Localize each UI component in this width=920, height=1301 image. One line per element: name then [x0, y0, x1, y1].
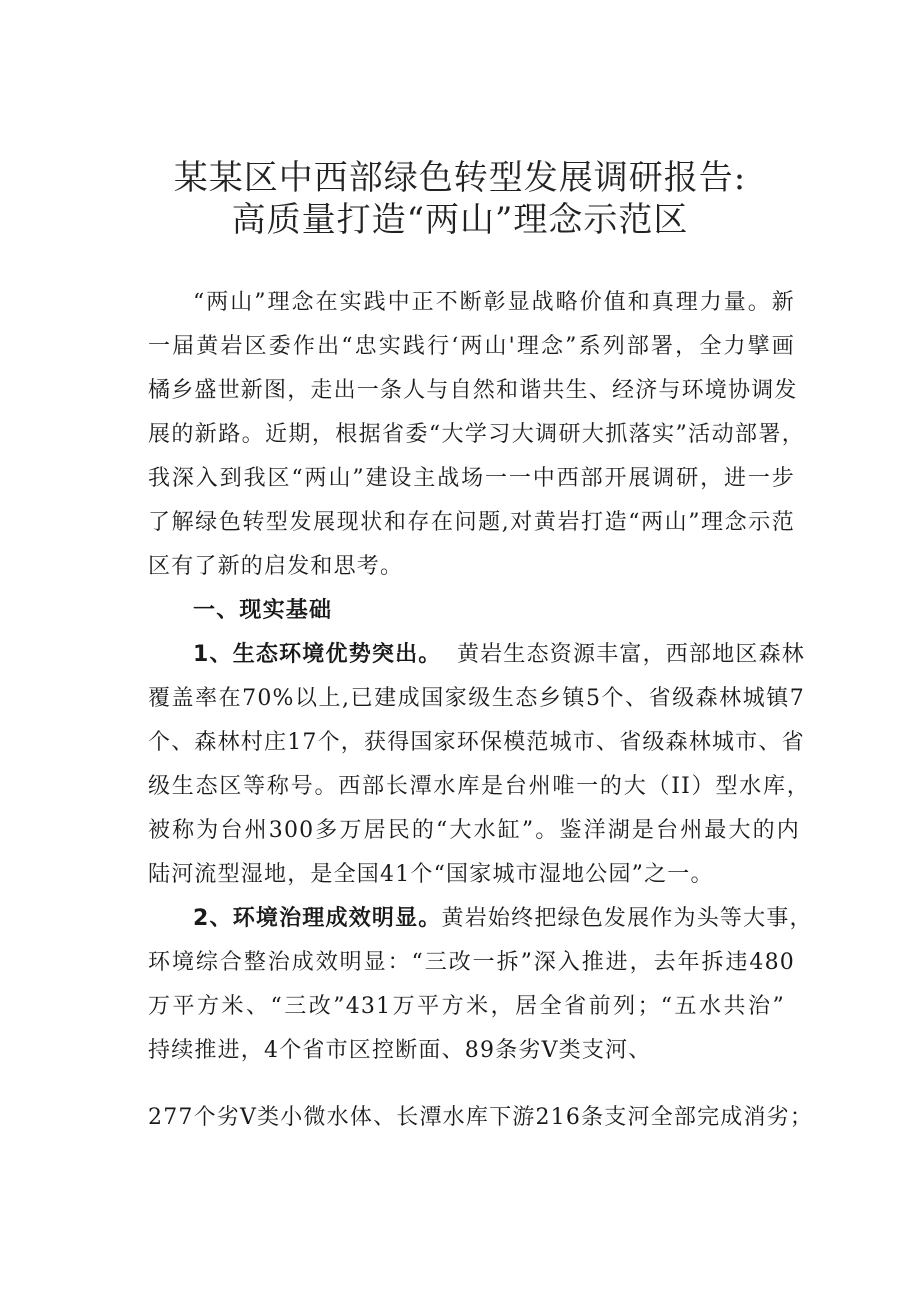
paragraph-line: 个、森林村庄17个，获得国家环保模范城市、省级森林城市、省: [148, 730, 805, 755]
intro-line: 了解绿色转型发展现状和存在问题,对黄岩打造“两山”理念示范: [148, 510, 795, 535]
paragraph-line: 覆盖率在70%以上,已建成国家级生态乡镇5个、省级森林城镇7: [148, 686, 805, 711]
intro-line: 橘乡盛世新图，走出一条人与自然和谐共生、经济与环境协调发: [148, 378, 798, 403]
section-heading: 一、现实基础: [193, 598, 333, 623]
paragraph-line: 被称为台州300多万居民的“大水缸”。鉴洋湖是台州最大的内: [148, 818, 800, 843]
paragraph-lead: 2、环境治理成效明显。: [193, 906, 442, 931]
intro-line: 展的新路。近期，根据省委“大学习大调研大抓落实”活动部署，: [148, 422, 805, 447]
paragraph-line: 持续推进，4个省市区控断面、89条劣V类支河、: [148, 1038, 652, 1063]
document-title-line1: 某某区中西部绿色转型发展调研报告:: [173, 158, 747, 198]
paragraph-first-line: [193, 640, 805, 670]
paragraph-line: 陆河流型湿地，是全国41个“国家城市湿地公园”之一。: [148, 862, 714, 887]
paragraph-first-line: [193, 904, 813, 934]
document-title-line2: 高质量打造“两山”理念示范区: [231, 200, 689, 240]
intro-line: 一届黄岩区委作出“忠实践行‘两山'理念”系列部署，全力擘画: [148, 334, 795, 359]
paragraph-text: 黄岩始终把绿色发展作为头等大事，: [441, 906, 813, 931]
paragraph-line: 级生态区等称号。西部长潭水库是台州唯一的大（II）型水库，: [148, 774, 810, 799]
paragraph-line: 环境综合整治成效明显：“三改一拆”深入推进，去年拆违480: [148, 950, 795, 975]
intro-line: “两山”理念在实践中正不断彰显战略价值和真理力量。新: [193, 290, 795, 315]
intro-line: 区有了新的启发和思考。: [148, 554, 404, 579]
paragraph-line: 万平方米、“三改”431万平方米，居全省前列；“五水共治”: [148, 994, 785, 1019]
intro-line: 我深入到我区“两山”建设主战场一一中西部开展调研，进一步: [148, 466, 795, 491]
paragraph-continued-line: 277个劣V类小微水体、长潭水库下游216条支河全部完成消劣；: [148, 1105, 814, 1130]
paragraph-lead: 1、生态环境优势突出。: [193, 642, 442, 667]
paragraph-text: 黄岩生态资源丰富，西部地区森林: [456, 642, 805, 667]
